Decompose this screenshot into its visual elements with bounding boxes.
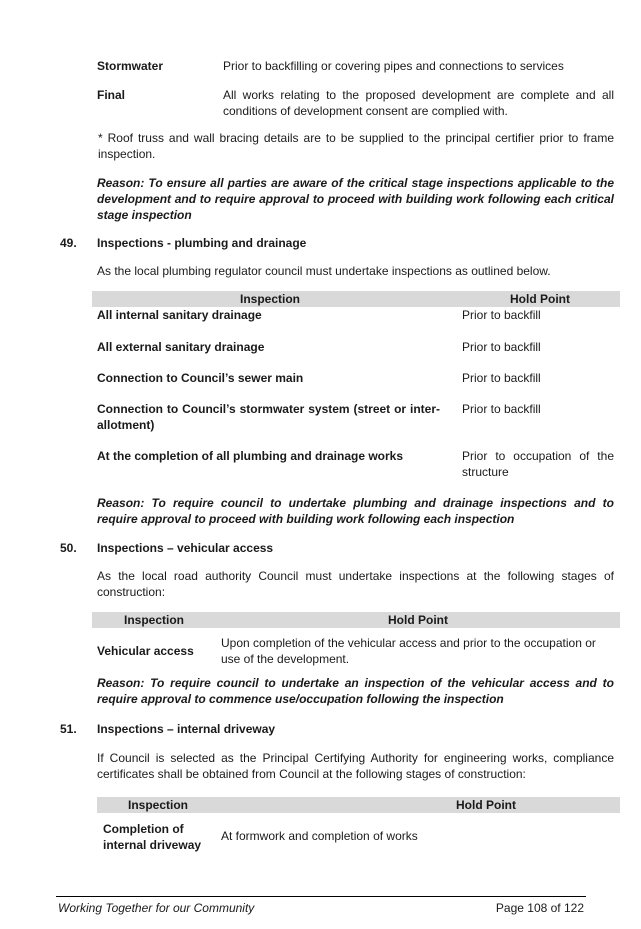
stage-text-stormwater: Prior to backfilling or covering pipes and connections to services [223, 59, 564, 73]
table-row-hold: Upon completion of the vehicular access and prior to the occupation or use of the development. [221, 636, 596, 666]
truss-note: * Roof truss and wall bracing details are to be supplied to the principal certifier prior to frame inspection. [98, 131, 614, 161]
col-inspection-49: Inspection [240, 292, 301, 306]
section-title-51: Inspections – internal driveway [97, 722, 276, 736]
section-intro-51: If Council is selected as the Principal Certifying Authority for engineering works, compliance certificates shall be obtained from Council at the following stages of construction: [97, 751, 614, 781]
footer-divider [56, 896, 586, 897]
table-row-hold: At formwork and completion of works [221, 829, 418, 843]
table-row-inspection: All internal sanitary drainage [97, 308, 262, 322]
table-row-hold: Prior to occupation of the structure [462, 449, 614, 479]
stage-label-final: Final [97, 88, 126, 102]
table-row-inspection: At the completion of all plumbing and drainage works [97, 449, 404, 463]
table-row-hold: Prior to backfill [462, 340, 541, 354]
reason-49: Reason: To require council to undertake plumbing and drainage inspections and to require approval to proceed with building work following each inspection [97, 496, 614, 526]
table-row-inspection: Completion of internal driveway [103, 822, 202, 852]
reason-48: Reason: To ensure all parties are aware of the critical stage inspections applicable to the development and to require approval to proceed with building work following each critical stage inspection [97, 176, 614, 222]
section-intro-50: As the local road authority Council must undertake inspections at the following stages of construction: [97, 569, 614, 599]
table-row-hold: Prior to backfill [462, 308, 541, 322]
table-row-inspection: Connection to Council’s sewer main [97, 371, 304, 385]
section-number-51: 51. [60, 722, 77, 736]
col-inspection-50: Inspection [124, 613, 185, 627]
col-hold-51: Hold Point [456, 798, 516, 812]
table-row-hold: Prior to backfill [462, 402, 541, 416]
section-title-49: Inspections - plumbing and drainage [97, 236, 307, 250]
section-title-50: Inspections – vehicular access [97, 541, 274, 555]
section-number-49: 49. [60, 236, 77, 250]
table-row-inspection: All external sanitary drainage [97, 340, 265, 354]
reason-50: Reason: To require council to undertake an inspection of the vehicular access and to require approval to commence use/occupation following the inspection [97, 676, 614, 706]
page-number: Page 108 of 122 [495, 901, 584, 915]
table-row-inspection: Connection to Council’s stormwater system (street or inter-allotment) [97, 402, 440, 432]
col-hold-49: Hold Point [510, 292, 570, 306]
stage-text-final: All works relating to the proposed development are complete and all conditions of development consent are complied with. [223, 88, 614, 118]
section-intro-49: As the local plumbing regulator council must undertake inspections as outlined below. [97, 264, 551, 278]
footer-left-text: Working Together for our Community [58, 901, 255, 915]
col-hold-50: Hold Point [388, 613, 448, 627]
section-number-50: 50. [60, 541, 77, 555]
table-row-inspection: Vehicular access [97, 644, 194, 658]
stage-label-stormwater: Stormwater [97, 59, 164, 73]
table-row-hold: Prior to backfill [462, 371, 541, 385]
col-inspection-51: Inspection [128, 798, 189, 812]
